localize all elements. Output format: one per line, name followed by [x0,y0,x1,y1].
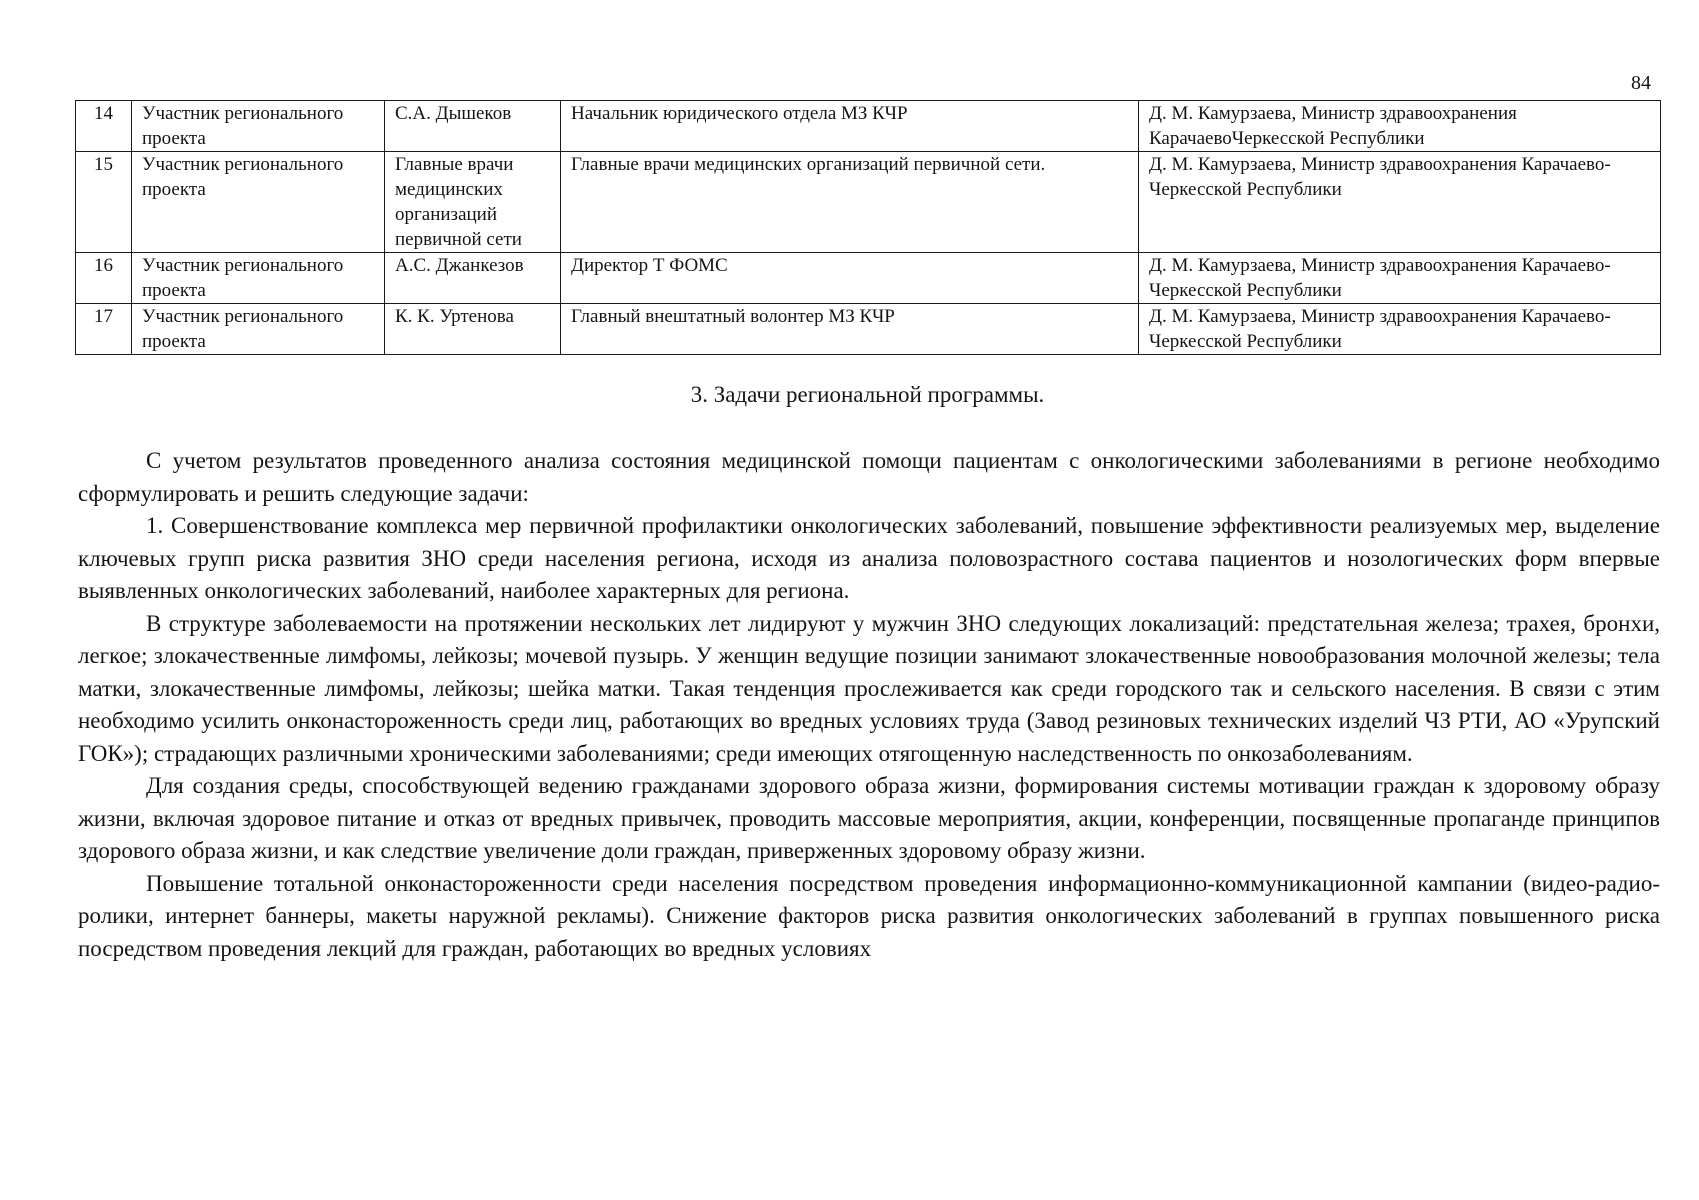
row-number: 17 [76,304,132,355]
table-row [76,304,1661,355]
paragraph: 1. Совершенствование комплекса мер первичной профилактики онкологических заболеваний, повышение эффективности реализуемых мер, выделение ключевых групп риска развития ЗНО среди населения региона, исходя из анализа половозрастного состава пациентов и нозологических форм впервые выявленных онкологических заболеваний, наиболее характерных для региона. [78,513,1660,603]
row-number: 14 [76,101,132,152]
page-number: 84 [1631,72,1651,94]
body-text [78,445,1660,965]
row-number: 15 [76,152,132,253]
row-supervisor: Д. М. Камурзаева, Министр здравоохранения Карачаево-Черкесской Республики [1139,253,1661,304]
row-name: А.С. Джанкезов [385,253,561,304]
row-position: Директор Т ФОМС [561,253,1139,304]
paragraph: С учетом результатов проведенного анализа состояния медицинской помощи пациентам с онкологическими заболеваниями в регионе необходимо сформулировать и решить следующие задачи: [78,448,1660,506]
row-name: К. К. Уртенова [385,304,561,355]
row-role: Участник регионального проекта [132,101,385,152]
row-role: Участник регионального проекта [132,152,385,253]
row-position: Начальник юридического отдела МЗ КЧР [561,101,1139,152]
table-row [76,101,1661,152]
row-number: 16 [76,253,132,304]
row-position: Главный внештатный волонтер МЗ КЧР [561,304,1139,355]
row-name: Главные врачи медицинских организаций первичной сети [385,152,561,253]
participants-table [75,100,1661,355]
table-row [76,253,1661,304]
row-position: Главные врачи медицинских организаций первичной сети. [561,152,1139,253]
row-supervisor: Д. М. Камурзаева, Министр здравоохранения КарачаевоЧеркесской Республики [1139,101,1661,152]
row-supervisor: Д. М. Камурзаева, Министр здравоохранения Карачаево-Черкесской Республики [1139,304,1661,355]
section-title: 3. Задачи региональной программы. [690,382,1045,407]
table-row [76,152,1661,253]
paragraph: Для создания среды, способствующей ведению гражданами здорового образа жизни, формирования системы мотивации граждан к здоровому образу жизни, включая здоровое питание и отказ от вредных привычек, проводить массовые мероприятия, акции, конференции, посвященные пропаганде принципов здорового образа жизни, и как следствие увеличение доли граждан, приверженных здоровому образу жизни. [78,773,1660,863]
row-name: С.А. Дышеков [385,101,561,152]
paragraph: Повышение тотальной онконастороженности среди населения посредством проведения информационно-коммуникационной кампании (видео-радио-ролики, интернет баннеры, макеты наружной рекламы). Снижение факторов риска развития онкологических заболеваний в группах повышенного риска посредством проведения лекций для граждан, работающих во вредных условиях [78,870,1660,961]
row-supervisor: Д. М. Камурзаева, Министр здравоохранения Карачаево-Черкесской Республики [1139,152,1661,253]
row-role: Участник регионального проекта [132,304,385,355]
paragraph: В структуре заболеваемости на протяжении нескольких лет лидируют у мужчин ЗНО следующих локализаций: предстательная железа; трахея, бронхи, легкое; злокачественные лимфомы, лейкозы; мочевой пузырь. У женщин ведущие позиции занимают злокачественные новообразования молочной железы; тела матки, злокачественные лимфомы, лейкозы; шейка матки. Такая тенденция прослеживается как среди городского так и сельского населения. В связи с этим необходимо усилить онконастороженность среди лиц, работающих во вредных условиях труда (Завод резиновых технических изделий ЧЗ РТИ, АО «Урупский ГОК»); страдающих различными хроническими заболеваниями; среди имеющих отягощенную наследственность по онкозаболеваниям. [78,610,1660,766]
row-role: Участник регионального проекта [132,253,385,304]
